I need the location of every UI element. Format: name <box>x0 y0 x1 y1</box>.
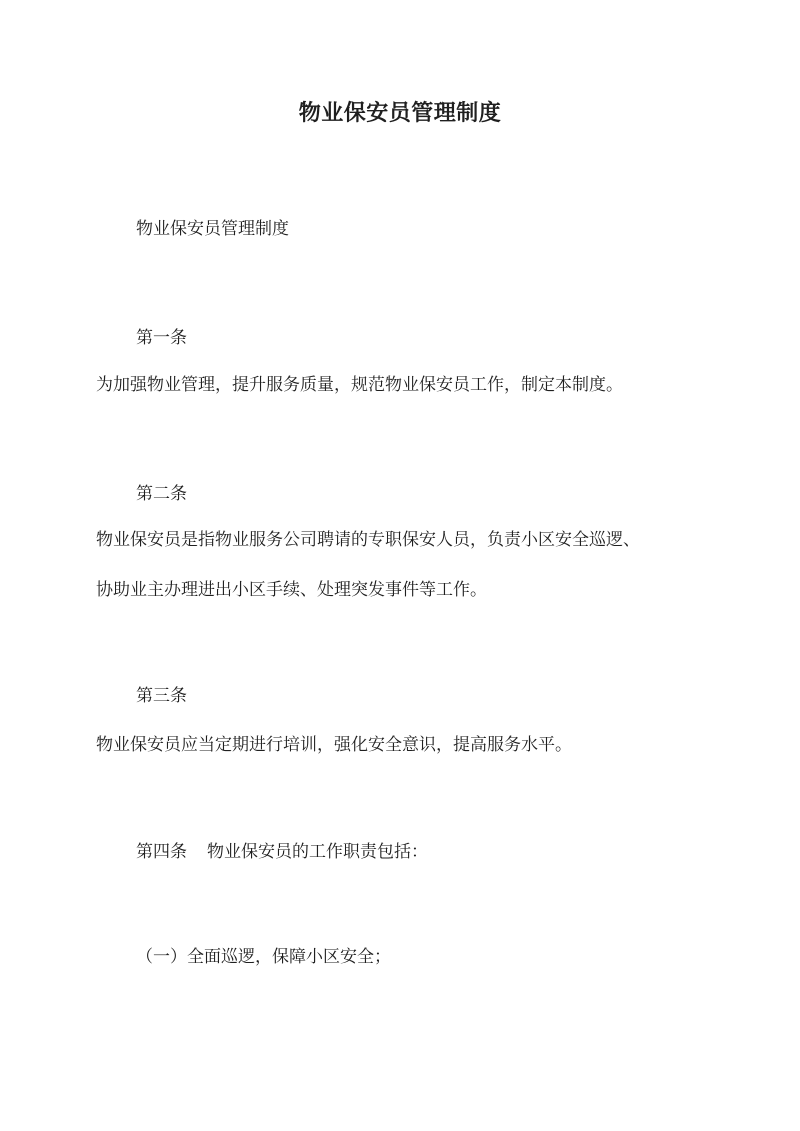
article-2-text-line-2: 协助业主办理进出小区手续、处理突发事件等工作。 <box>96 580 487 600</box>
article-3-heading: 第三条 <box>136 686 187 706</box>
article-1-heading: 第一条 <box>136 328 187 348</box>
list-item-1: （一）全面巡逻，保障小区安全； <box>136 947 391 967</box>
document-subtitle: 物业保安员管理制度 <box>136 219 289 239</box>
document-title: 物业保安员管理制度 <box>298 100 502 126</box>
article-2-heading: 第二条 <box>136 484 187 504</box>
article-2-text-line-1: 物业保安员是指物业服务公司聘请的专职保安人员，负责小区安全巡逻、 <box>96 530 640 550</box>
article-4-text: 物业保安员的工作职责包括： <box>207 842 428 862</box>
article-4-heading: 第四条 <box>136 842 187 862</box>
article-4-row <box>136 840 428 864</box>
article-1-text: 为加强物业管理，提升服务质量，规范物业保安员工作，制定本制度。 <box>96 375 623 395</box>
article-3-text: 物业保安员应当定期进行培训，强化安全意识，提高服务水平。 <box>96 735 572 755</box>
